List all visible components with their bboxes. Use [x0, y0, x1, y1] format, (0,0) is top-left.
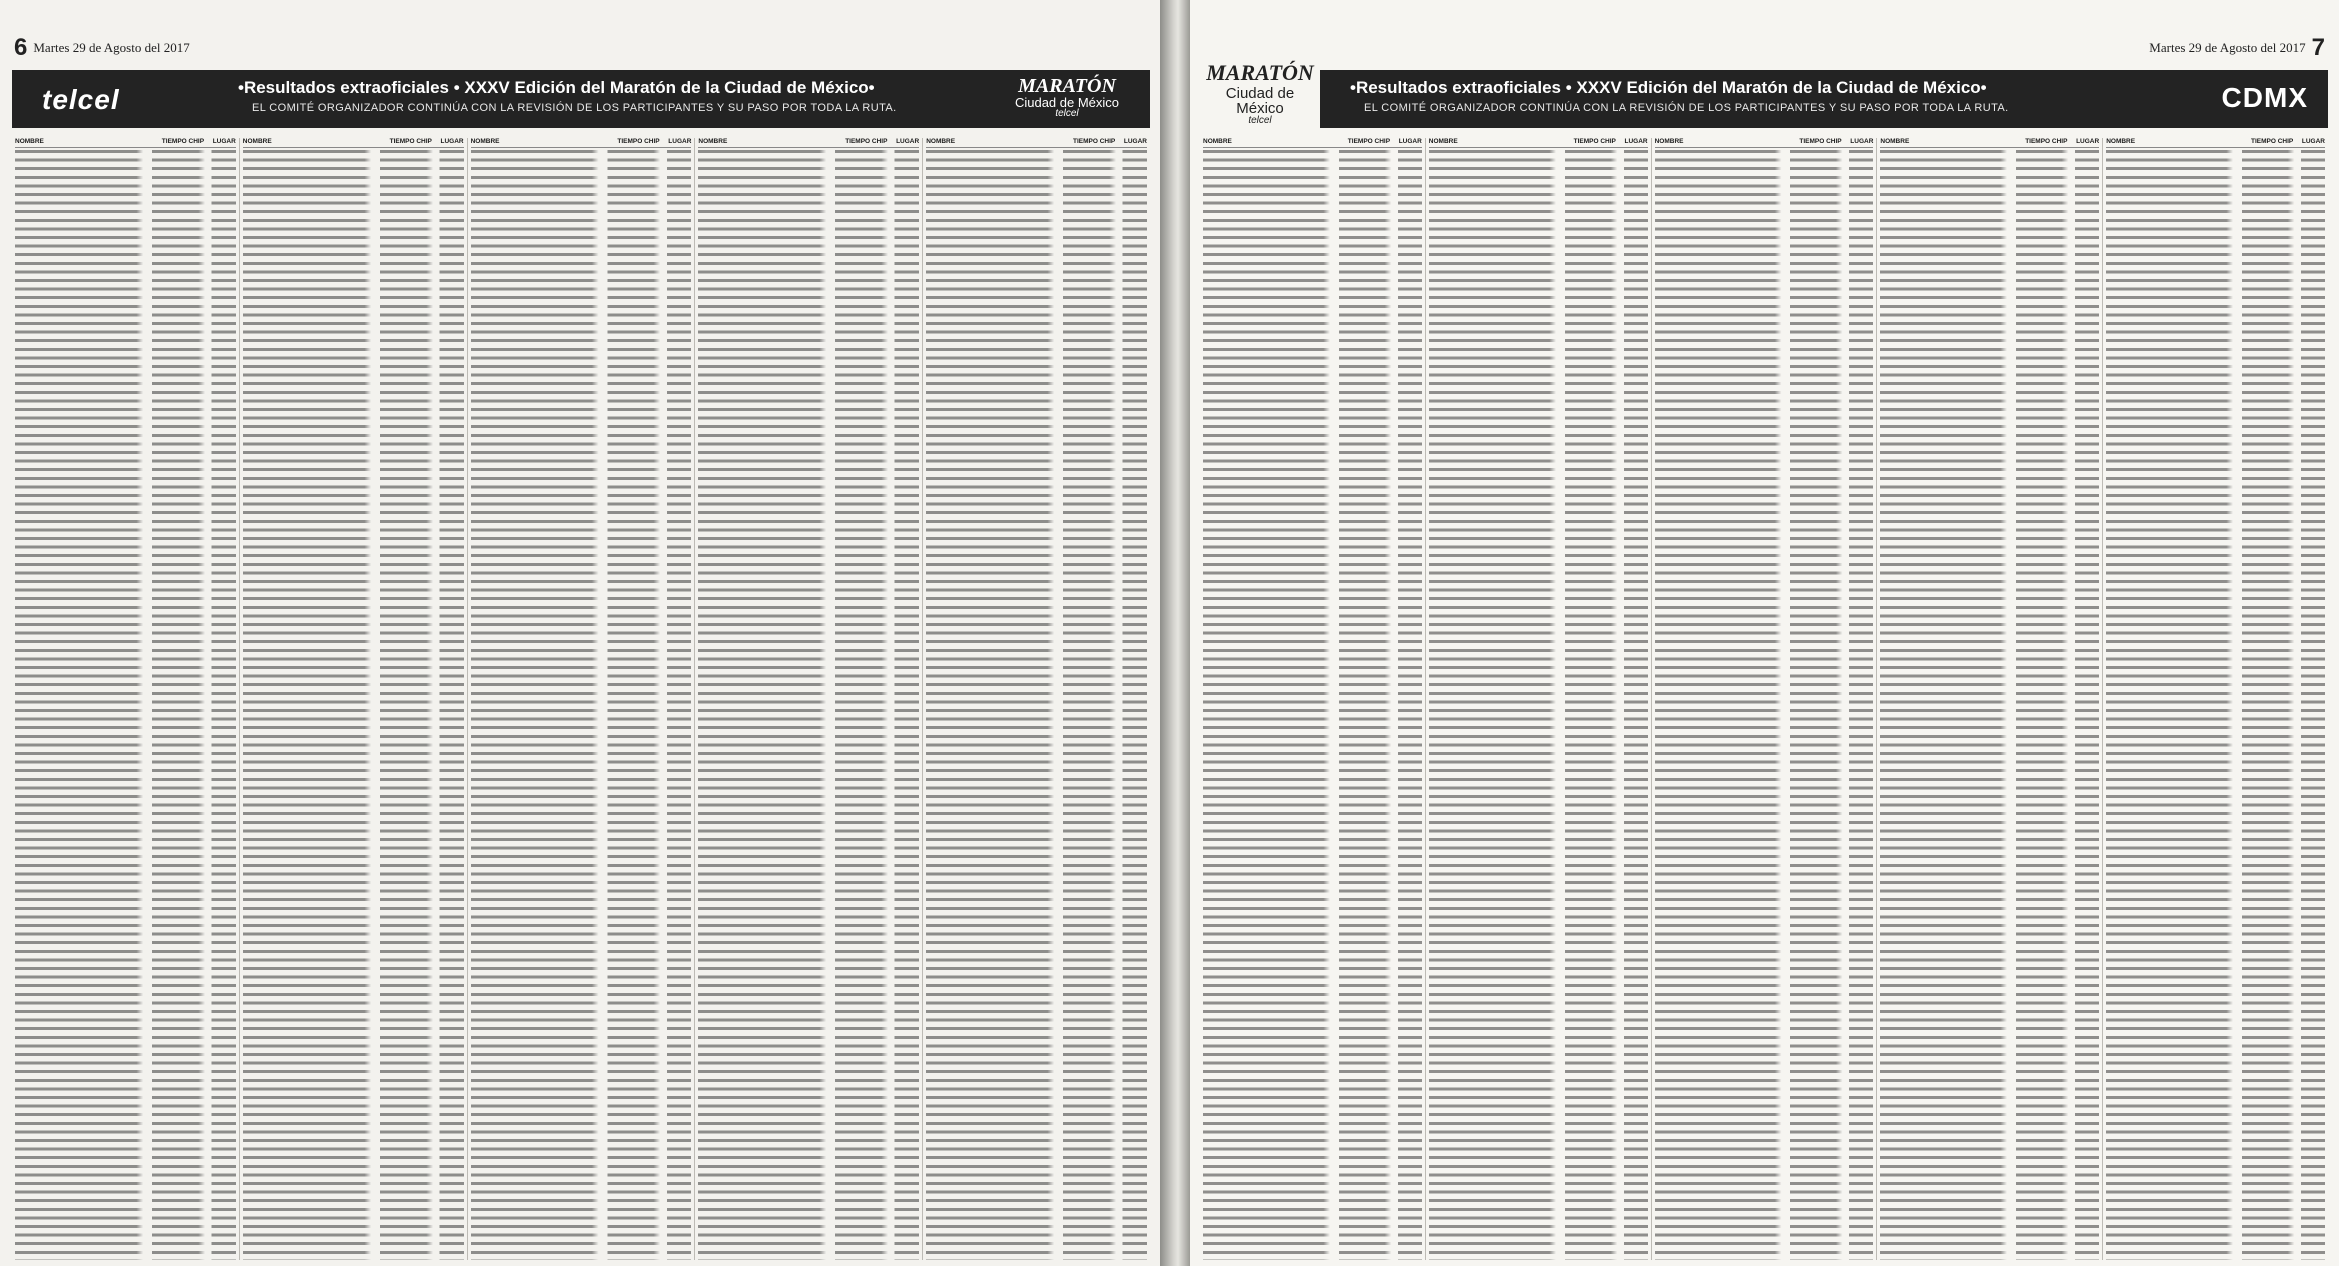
- results-column: [12, 138, 240, 1260]
- header-place: LUGAR: [2076, 138, 2100, 145]
- page-folio: [2149, 34, 2325, 62]
- page-7: [1190, 0, 2339, 1266]
- page-date: Martes 29 de Agosto del 2017: [2149, 40, 2306, 55]
- results-rows: [15, 150, 236, 1260]
- results-column: [1877, 138, 2103, 1260]
- header-place: LUGAR: [1850, 138, 1874, 145]
- column-header: [1429, 138, 1648, 148]
- header-time: TIEMPO CHIP: [389, 138, 432, 145]
- results-rows: [926, 150, 1147, 1260]
- page-folio: [14, 34, 190, 62]
- column-header: [698, 138, 919, 148]
- header-place: LUGAR: [440, 138, 464, 145]
- column-header: [1655, 138, 1874, 148]
- header-name: NOMBRE: [1428, 138, 1458, 145]
- header-time: TIEMPO CHIP: [617, 138, 660, 145]
- header-name: NOMBRE: [1880, 138, 1910, 145]
- marathon-logo-city: Ciudad de México: [1014, 95, 1120, 110]
- page-number: 7: [2311, 34, 2325, 61]
- page-date: Martes 29 de Agosto del 2017: [33, 40, 190, 55]
- results-rows: [1429, 150, 1648, 1260]
- header-name: NOMBRE: [1654, 138, 1684, 145]
- header-name: NOMBRE: [2106, 138, 2136, 145]
- marathon-logo-sponsor: telcel: [1248, 115, 1272, 126]
- header-time: TIEMPO CHIP: [845, 138, 888, 145]
- page-number: 6: [14, 34, 28, 61]
- column-header: [1203, 138, 1422, 148]
- results-columns: [12, 138, 1150, 1260]
- results-rows: [471, 150, 692, 1260]
- results-column: [1200, 138, 1426, 1260]
- column-header: [15, 138, 236, 148]
- header-time: TIEMPO CHIP: [1799, 138, 1842, 145]
- header-place: LUGAR: [1398, 138, 1422, 145]
- column-header: [2106, 138, 2325, 148]
- header-name: NOMBRE: [470, 138, 500, 145]
- header-time: TIEMPO CHIP: [2025, 138, 2068, 145]
- header-name: NOMBRE: [926, 138, 956, 145]
- cdmx-logo: CDMX: [2221, 82, 2308, 113]
- results-rows: [2106, 150, 2325, 1260]
- results-column: [695, 138, 923, 1260]
- header-place: LUGAR: [896, 138, 920, 145]
- header-name: NOMBRE: [15, 138, 44, 145]
- results-column: [2103, 138, 2328, 1260]
- marathon-logo-word: MARATÓN: [1206, 60, 1314, 85]
- telcel-logo: telcel: [42, 84, 120, 115]
- results-column: [468, 138, 696, 1260]
- marathon-logo-city: Ciudad de México: [1225, 85, 1295, 117]
- marathon-logo-word: MARATÓN: [1018, 75, 1116, 97]
- header-time: TIEMPO CHIP: [1347, 138, 1391, 145]
- banner-title: •Resultados extraoficiales • XXXV Edición del Maratón de la Ciudad de México•: [238, 78, 875, 97]
- banner-title: •Resultados extraoficiales • XXXV Edición del Maratón de la Ciudad de México•: [1350, 78, 1987, 97]
- results-rows: [1880, 150, 2099, 1260]
- marathon-logo: [1002, 76, 1132, 119]
- header-place: LUGAR: [2301, 138, 2325, 145]
- results-rows: [1655, 150, 1874, 1260]
- results-rows: [243, 150, 464, 1260]
- header-name: NOMBRE: [698, 138, 728, 145]
- marathon-logo-sponsor: telcel: [1055, 108, 1079, 119]
- column-header: [243, 138, 464, 148]
- banner-subtitle: EL COMITÉ ORGANIZADOR CONTINÚA CON LA REVISIÓN DE LOS PARTICIPANTES Y SU PASO POR TODA LA RUTA.: [1364, 102, 2009, 114]
- page-6: [0, 0, 1160, 1266]
- results-columns: [1200, 138, 2328, 1260]
- column-header: [471, 138, 692, 148]
- column-header: [1880, 138, 2099, 148]
- header-time: TIEMPO CHIP: [1573, 138, 1616, 145]
- results-banner: [12, 70, 1150, 128]
- header-time: TIEMPO CHIP: [161, 138, 205, 145]
- header-place: LUGAR: [212, 138, 236, 145]
- header-place: LUGAR: [1624, 138, 1648, 145]
- header-place: LUGAR: [1123, 138, 1147, 145]
- marathon-logo-right: [1200, 52, 1320, 130]
- results-column: [1426, 138, 1652, 1260]
- header-time: TIEMPO CHIP: [2250, 138, 2294, 145]
- page-gutter: [1160, 0, 1190, 1266]
- results-rows: [698, 150, 919, 1260]
- results-rows: [1203, 150, 1422, 1260]
- header-time: TIEMPO CHIP: [1072, 138, 1116, 145]
- header-name: NOMBRE: [1203, 138, 1232, 145]
- results-column: [1652, 138, 1878, 1260]
- header-name: NOMBRE: [242, 138, 272, 145]
- column-header: [926, 138, 1147, 148]
- header-place: LUGAR: [668, 138, 692, 145]
- results-banner: [1200, 70, 2328, 128]
- results-column: [923, 138, 1150, 1260]
- results-column: [240, 138, 468, 1260]
- banner-subtitle: EL COMITÉ ORGANIZADOR CONTINÚA CON LA REVISIÓN DE LOS PARTICIPANTES Y SU PASO POR TODA LA RUTA.: [252, 102, 897, 114]
